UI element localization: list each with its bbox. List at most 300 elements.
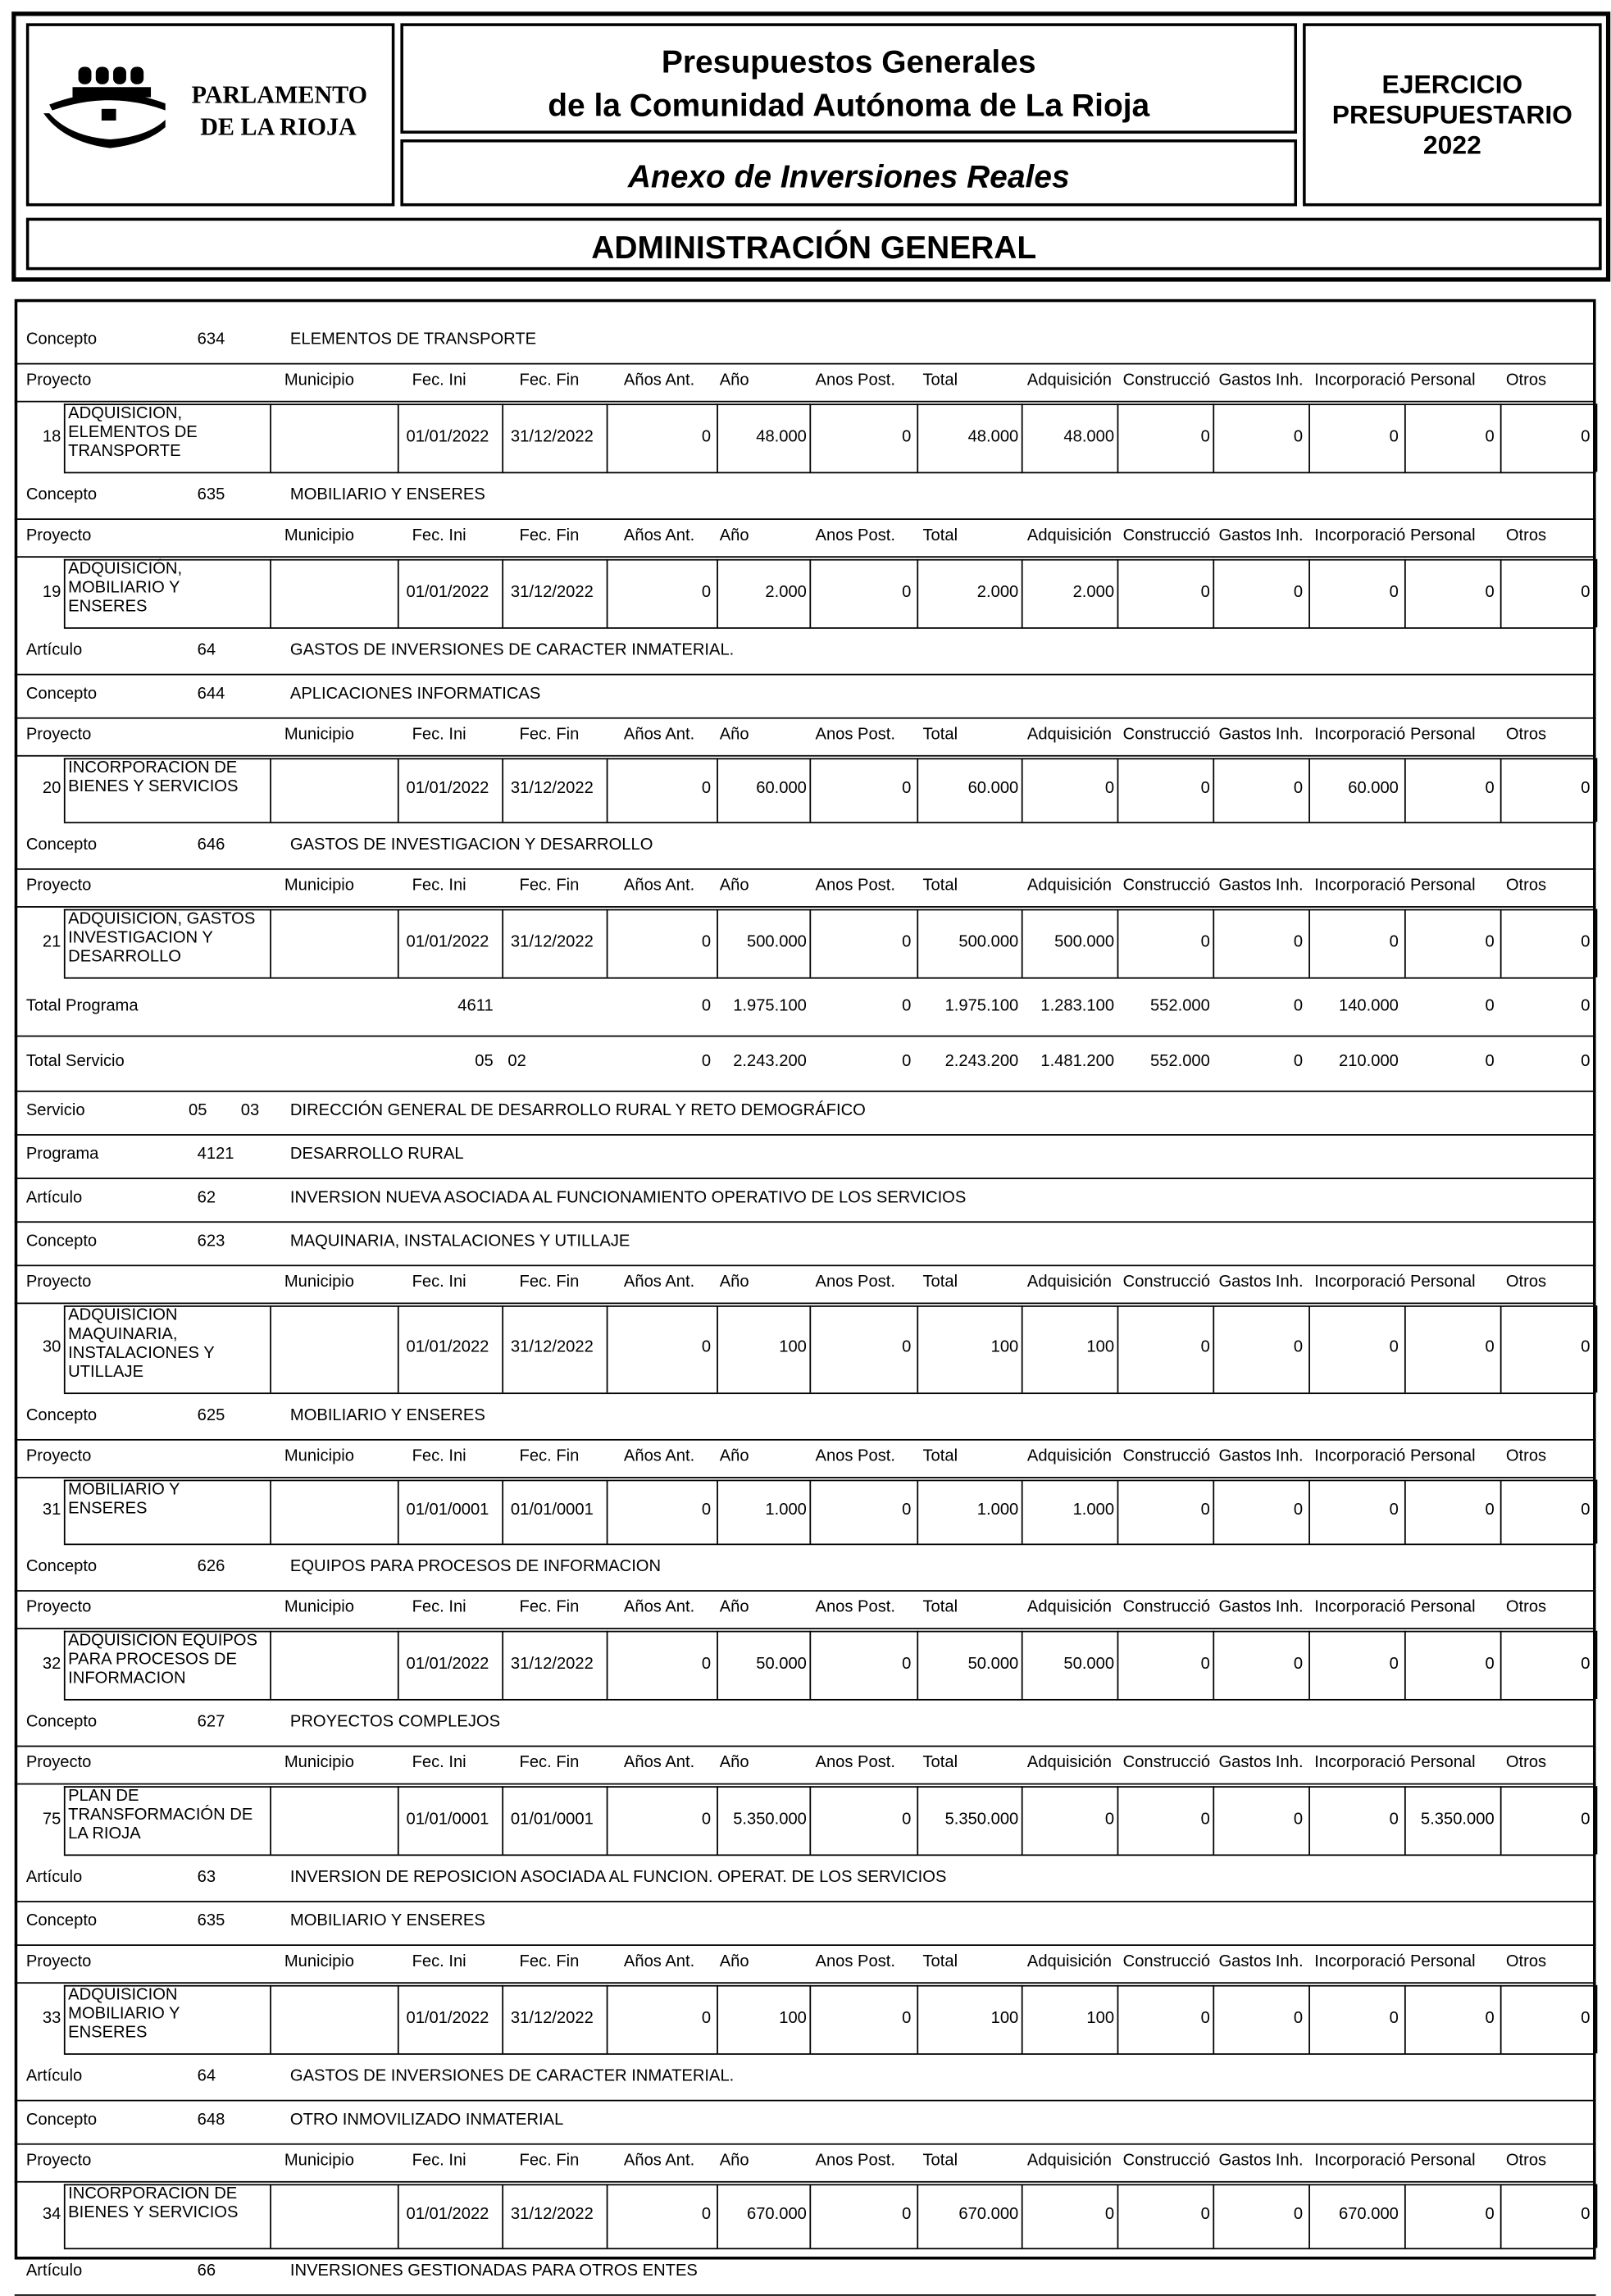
project-value-post: 0 <box>902 1654 912 1673</box>
column-header: Años Ant. <box>623 1754 695 1772</box>
column-header: Municipio <box>284 2152 355 2170</box>
column-header: Gastos Inh. <box>1218 371 1304 390</box>
column-header: Construcció <box>1122 877 1211 895</box>
column-header: Año <box>719 1952 749 1971</box>
project-value-per: 0 <box>1485 1338 1495 1357</box>
row-code: 623 <box>197 1232 225 1250</box>
row-code: 625 <box>197 1407 225 1425</box>
cell-divider <box>398 758 399 822</box>
project-name-line: ADQUISICION EQUIPOS <box>68 1632 257 1650</box>
cell-divider <box>64 909 66 977</box>
project-value-post: 0 <box>902 932 912 951</box>
cell-divider <box>1596 2184 1598 2248</box>
column-header: Total <box>922 1598 958 1617</box>
project-name-line: ENSERES <box>68 598 148 616</box>
total-value-otr: 0 <box>1581 1052 1591 1071</box>
parliament-logo-icon <box>34 55 165 171</box>
row-code: 66 <box>197 2262 216 2280</box>
column-header: Construcció <box>1122 2152 1211 2170</box>
row-divider <box>15 1439 1596 1441</box>
row-divider <box>15 1784 1596 1785</box>
column-header: Proyecto <box>25 526 92 545</box>
column-header: Incorporació <box>1314 1598 1406 1617</box>
total-value-ano: 2.243.200 <box>733 1052 807 1071</box>
column-header: Gastos Inh. <box>1218 1952 1304 1971</box>
project-value-post: 0 <box>902 583 912 601</box>
row-label: Artículo <box>25 1189 83 1207</box>
row-divider <box>15 1944 1596 1946</box>
cell-divider <box>64 1480 66 1544</box>
cell-divider <box>64 1786 66 1854</box>
row-divider <box>15 1036 1596 1037</box>
project-fec-fin: 31/12/2022 <box>510 583 594 601</box>
column-header: Proyecto <box>25 726 92 744</box>
cell-divider <box>502 1631 503 1699</box>
column-header: Otros <box>1505 877 1547 895</box>
total-value-post: 0 <box>902 997 912 1015</box>
project-value-ano: 50.000 <box>756 1654 807 1673</box>
project-value-post: 0 <box>902 2009 912 2027</box>
total-value-adq: 1.283.100 <box>1040 997 1115 1015</box>
project-value-post: 0 <box>902 1338 912 1357</box>
ejercicio-box <box>1303 23 1602 206</box>
row-divider <box>15 718 1596 719</box>
cell-divider <box>270 1480 271 1544</box>
column-header: Adquisición <box>1026 1447 1112 1465</box>
project-fec-ini: 01/01/2022 <box>406 583 489 601</box>
column-header: Total <box>922 371 958 390</box>
project-value-cons: 0 <box>1200 583 1210 601</box>
column-header: Anos Post. <box>815 1598 896 1617</box>
column-header: Construcció <box>1122 1598 1211 1617</box>
project-value-cons: 0 <box>1200 2205 1210 2224</box>
column-header: Año <box>719 2152 749 2170</box>
column-header: Fec. Fin <box>519 877 580 895</box>
row-code: 646 <box>197 836 225 854</box>
project-value-cons: 0 <box>1200 1501 1210 1519</box>
column-header: Incorporació <box>1314 1754 1406 1772</box>
project-value-gas: 0 <box>1293 2009 1304 2027</box>
project-value-adq: 500.000 <box>1054 932 1115 951</box>
cell-divider <box>1596 559 1598 627</box>
project-value-otr: 0 <box>1581 1810 1591 1828</box>
column-header: Proyecto <box>25 2152 92 2170</box>
project-value-cons: 0 <box>1200 932 1210 951</box>
column-header: Fec. Ini <box>412 1754 466 1772</box>
column-header: Municipio <box>284 1952 355 1971</box>
project-value-post: 0 <box>902 1810 912 1828</box>
column-header: Años Ant. <box>623 1598 695 1617</box>
column-header: Municipio <box>284 1754 355 1772</box>
cell-divider <box>398 1305 399 1392</box>
column-header: Año <box>719 877 749 895</box>
project-fec-fin: 31/12/2022 <box>510 1338 594 1357</box>
column-header: Construcció <box>1122 371 1211 390</box>
total-value-total: 2.243.200 <box>944 1052 1019 1071</box>
cell-divider <box>502 1985 503 2053</box>
project-value-adq: 0 <box>1104 779 1115 798</box>
project-number: 30 <box>42 1338 61 1357</box>
row-divider <box>15 401 1596 403</box>
row-code: 635 <box>197 486 225 504</box>
logo-line2: DE LA RIOJA <box>200 113 357 141</box>
column-header: Fec. Fin <box>519 1952 580 1971</box>
project-name-line: LA RIOJA <box>68 1825 141 1843</box>
column-header: Otros <box>1505 726 1547 744</box>
total-value-inc: 140.000 <box>1339 997 1399 1015</box>
row-divider <box>64 822 1596 823</box>
project-value-otr: 0 <box>1581 779 1591 798</box>
column-header: Proyecto <box>25 1447 92 1465</box>
total-value-cons: 552.000 <box>1149 1052 1210 1071</box>
row-code: 62 <box>197 1189 216 1207</box>
cell-divider <box>1596 403 1598 472</box>
column-header: Fec. Fin <box>519 1598 580 1617</box>
column-header: Total <box>922 1273 958 1292</box>
project-value-total: 60.000 <box>967 779 1019 798</box>
cell-divider <box>502 1305 503 1392</box>
column-header: Adquisición <box>1026 2152 1112 2170</box>
total-label: Total Programa <box>25 997 139 1015</box>
cell-divider <box>1596 1305 1598 1392</box>
project-value-inc: 0 <box>1389 1810 1399 1828</box>
column-header: Fec. Ini <box>412 526 466 545</box>
project-value-ano: 60.000 <box>756 779 807 798</box>
project-fec-fin: 01/01/0001 <box>510 1810 594 1828</box>
column-header: Proyecto <box>25 1273 92 1292</box>
project-number: 20 <box>42 779 61 798</box>
column-header: Personal <box>1410 526 1476 545</box>
project-value-otr: 0 <box>1581 427 1591 445</box>
row-description: PROYECTOS COMPLEJOS <box>289 1713 501 1731</box>
project-value-adq: 2.000 <box>1072 583 1115 601</box>
section-title: ADMINISTRACIÓN GENERAL <box>591 229 1037 266</box>
cell-divider <box>270 559 271 627</box>
column-header: Proyecto <box>25 1754 92 1772</box>
cell-divider <box>502 403 503 472</box>
column-header: Total <box>922 1447 958 1465</box>
cell-divider <box>502 559 503 627</box>
project-name-line: ELEMENTOS DE <box>68 424 198 442</box>
row-description: APLICACIONES INFORMATICAS <box>289 685 541 704</box>
title-box <box>400 23 1297 134</box>
total-code: 05 <box>475 1052 494 1071</box>
total-value-ant: 0 <box>701 1052 712 1071</box>
project-value-adq: 48.000 <box>1063 427 1115 445</box>
column-header: Municipio <box>284 1598 355 1617</box>
row-divider <box>15 363 1596 365</box>
subtitle: Anexo de Inversiones Reales <box>627 158 1070 195</box>
row-label: Concepto <box>25 486 98 504</box>
row-description: DIRECCIÓN GENERAL DE DESARROLLO RURAL Y RETO DEMOGRÁFICO <box>289 1102 866 1120</box>
project-value-per: 0 <box>1485 1501 1495 1519</box>
row-divider <box>15 1178 1596 1179</box>
ejercicio-year: 2022 <box>1422 130 1481 160</box>
project-value-inc: 670.000 <box>1339 2205 1399 2224</box>
project-value-per: 0 <box>1485 2205 1495 2224</box>
cell-divider <box>270 1305 271 1392</box>
project-number: 21 <box>42 932 61 951</box>
cell-divider <box>398 559 399 627</box>
total-value-gas: 0 <box>1293 1052 1304 1071</box>
row-description: GASTOS DE INVERSIONES DE CARACTER INMATERIAL. <box>289 2067 735 2086</box>
column-header: Total <box>922 1754 958 1772</box>
row-divider <box>15 1628 1596 1629</box>
row-label: Concepto <box>25 1558 98 1576</box>
project-value-ano: 2.000 <box>765 583 807 601</box>
project-value-adq: 50.000 <box>1063 1654 1115 1673</box>
row-divider <box>64 909 1596 911</box>
column-header: Municipio <box>284 726 355 744</box>
row-code: 4121 <box>197 1146 234 1164</box>
row-divider <box>15 1302 1596 1304</box>
cell-divider <box>64 1985 66 2053</box>
column-header: Anos Post. <box>815 1447 896 1465</box>
row-divider <box>64 1699 1596 1701</box>
project-fec-ini: 01/01/0001 <box>406 1501 489 1519</box>
column-header: Municipio <box>284 877 355 895</box>
column-header: Municipio <box>284 1447 355 1465</box>
row-description: MOBILIARIO Y ENSERES <box>289 1407 485 1425</box>
column-header: Construcció <box>1122 1952 1211 1971</box>
column-header: Años Ant. <box>623 877 695 895</box>
project-fec-fin: 31/12/2022 <box>510 2009 594 2027</box>
column-header: Gastos Inh. <box>1218 877 1304 895</box>
column-header: Gastos Inh. <box>1218 726 1304 744</box>
cell-divider <box>270 758 271 822</box>
column-header: Personal <box>1410 877 1476 895</box>
row-divider <box>15 2181 1596 2183</box>
project-value-post: 0 <box>902 427 912 445</box>
project-name-line: MOBILIARIO Y <box>68 1481 180 1499</box>
project-name-line: ADQUISICION, GASTOS <box>68 910 256 928</box>
project-fec-ini: 01/01/2022 <box>406 779 489 798</box>
column-header: Incorporació <box>1314 1273 1406 1292</box>
total-value-inc: 210.000 <box>1339 1052 1399 1071</box>
column-header: Anos Post. <box>815 1952 896 1971</box>
project-value-total: 48.000 <box>967 427 1019 445</box>
column-header: Anos Post. <box>815 726 896 744</box>
project-value-ant: 0 <box>701 1654 712 1673</box>
cell-divider <box>1596 909 1598 977</box>
column-header: Incorporació <box>1314 2152 1406 2170</box>
row-description: OTRO INMOVILIZADO INMATERIAL <box>289 2111 564 2130</box>
project-value-per: 5.350.000 <box>1420 1810 1495 1828</box>
project-value-inc: 0 <box>1389 1654 1399 1673</box>
project-value-adq: 100 <box>1086 2009 1115 2027</box>
project-name-line: UTILLAJE <box>68 1363 144 1382</box>
row-code: 627 <box>197 1713 225 1731</box>
row-description: MOBILIARIO Y ENSERES <box>289 1912 485 1930</box>
column-header: Incorporació <box>1314 1952 1406 1971</box>
column-header: Total <box>922 877 958 895</box>
total-label: Total Servicio <box>25 1052 125 1071</box>
project-name-line: INFORMACION <box>68 1670 186 1688</box>
project-value-otr: 0 <box>1581 1501 1591 1519</box>
column-header: Construcció <box>1122 1447 1211 1465</box>
column-header: Años Ant. <box>623 526 695 545</box>
logo-line1: PARLAMENTO <box>191 81 368 109</box>
cell-divider <box>1596 1631 1598 1699</box>
row-divider <box>64 403 1596 405</box>
cell-divider <box>502 1480 503 1544</box>
project-value-inc: 0 <box>1389 1338 1399 1357</box>
column-header: Fec. Fin <box>519 1754 580 1772</box>
column-header: Personal <box>1410 1754 1476 1772</box>
row-description: GASTOS DE INVERSIONES DE CARACTER INMATERIAL. <box>289 641 735 659</box>
total-value-ant: 0 <box>701 997 712 1015</box>
column-header: Municipio <box>284 1273 355 1292</box>
column-header: Año <box>719 1754 749 1772</box>
project-number: 18 <box>42 427 61 445</box>
project-name-line: ENSERES <box>68 2024 148 2042</box>
column-header: Construcció <box>1122 1273 1211 1292</box>
row-description: INVERSION NUEVA ASOCIADA AL FUNCIONAMIENTO OPERATIVO DE LOS SERVICIOS <box>289 1189 967 1207</box>
row-divider <box>15 556 1596 558</box>
row-label: Concepto <box>25 685 98 704</box>
column-header: Construcció <box>1122 1754 1211 1772</box>
project-value-cons: 0 <box>1200 779 1210 798</box>
row-divider <box>64 472 1596 474</box>
project-fec-ini: 01/01/2022 <box>406 427 489 445</box>
project-value-adq: 100 <box>1086 1338 1115 1357</box>
total-value-per: 0 <box>1485 997 1495 1015</box>
total-value-gas: 0 <box>1293 997 1304 1015</box>
row-divider <box>15 1221 1596 1223</box>
project-value-ant: 0 <box>701 1338 712 1357</box>
project-name-line: ADQUISICION, <box>68 405 183 423</box>
project-name-line: MOBILIARIO Y <box>68 2005 180 2023</box>
project-value-ano: 1.000 <box>765 1501 807 1519</box>
column-header: Años Ant. <box>623 1447 695 1465</box>
project-value-ant: 0 <box>701 932 712 951</box>
column-header: Fec. Fin <box>519 726 580 744</box>
row-code: 634 <box>197 330 225 349</box>
column-header: Proyecto <box>25 877 92 895</box>
column-header: Años Ant. <box>623 2152 695 2170</box>
project-number: 32 <box>42 1654 61 1673</box>
column-header: Total <box>922 2152 958 2170</box>
row-divider <box>15 1477 1596 1478</box>
column-header: Municipio <box>284 526 355 545</box>
column-header: Proyecto <box>25 1598 92 1617</box>
project-value-gas: 0 <box>1293 427 1304 445</box>
column-header: Total <box>922 1952 958 1971</box>
column-header: Otros <box>1505 1447 1547 1465</box>
title-line2: de la Comunidad Autónoma de La Rioja <box>548 87 1150 124</box>
column-header: Incorporació <box>1314 526 1406 545</box>
row-divider <box>15 868 1596 870</box>
cell-divider <box>64 559 66 627</box>
row-code: 64 <box>197 2067 216 2086</box>
column-header: Gastos Inh. <box>1218 1598 1304 1617</box>
project-value-gas: 0 <box>1293 779 1304 798</box>
row-divider <box>15 1134 1596 1136</box>
column-header: Año <box>719 1273 749 1292</box>
project-value-ant: 0 <box>701 427 712 445</box>
total-value-ano: 1.975.100 <box>733 997 807 1015</box>
project-value-otr: 0 <box>1581 1338 1591 1357</box>
cell-divider <box>502 1786 503 1854</box>
project-fec-ini: 01/01/2022 <box>406 2009 489 2027</box>
total-code: 4611 <box>457 997 494 1015</box>
column-header: Construcció <box>1122 526 1211 545</box>
row-label: Artículo <box>25 641 83 659</box>
cell-divider <box>64 1631 66 1699</box>
cell-divider <box>398 1786 399 1854</box>
project-name-line: ADQUISICION <box>68 1986 178 2004</box>
cell-divider <box>64 1305 66 1392</box>
row-description: ELEMENTOS DE TRANSPORTE <box>289 330 537 349</box>
row-divider <box>15 2100 1596 2102</box>
title-line1: Presupuestos Generales <box>661 43 1036 80</box>
cell-divider <box>398 1480 399 1544</box>
column-header: Construcció <box>1122 726 1211 744</box>
cell-divider <box>270 1786 271 1854</box>
column-header: Anos Post. <box>815 526 896 545</box>
row-label: Artículo <box>25 1869 83 1887</box>
column-header: Adquisición <box>1026 1273 1112 1292</box>
column-header: Personal <box>1410 726 1476 744</box>
cell-divider <box>398 403 399 472</box>
row-label: Programa <box>25 1146 99 1164</box>
column-header: Anos Post. <box>815 371 896 390</box>
column-header: Fec. Ini <box>412 1952 466 1971</box>
row-divider <box>64 2053 1596 2055</box>
row-divider <box>64 1480 1596 1482</box>
row-divider <box>64 1854 1596 1856</box>
project-fec-ini: 01/01/2022 <box>406 2205 489 2224</box>
project-number: 34 <box>42 2205 61 2224</box>
project-name-line: INVESTIGACION Y <box>68 929 213 947</box>
column-header: Gastos Inh. <box>1218 1754 1304 1772</box>
project-name-line: ADQUISICIÓN, <box>68 560 183 578</box>
row-label: Concepto <box>25 1713 98 1731</box>
project-value-ant: 0 <box>701 1810 712 1828</box>
column-header: Total <box>922 526 958 545</box>
cell-divider <box>398 1985 399 2053</box>
column-header: Incorporació <box>1314 371 1406 390</box>
row-divider <box>15 2143 1596 2145</box>
project-name-line: PARA PROCESOS DE <box>68 1651 237 1669</box>
row-divider <box>15 1982 1596 1984</box>
column-header: Otros <box>1505 371 1547 390</box>
column-header: Personal <box>1410 1598 1476 1617</box>
row-divider <box>15 906 1596 908</box>
project-fec-ini: 01/01/2022 <box>406 932 489 951</box>
column-header: Anos Post. <box>815 877 896 895</box>
project-value-per: 0 <box>1485 1654 1495 1673</box>
column-header: Gastos Inh. <box>1218 1273 1304 1292</box>
project-value-otr: 0 <box>1581 1654 1591 1673</box>
project-value-cons: 0 <box>1200 1338 1210 1357</box>
row-divider <box>15 1091 1596 1092</box>
row-divider <box>64 1985 1596 1987</box>
project-value-inc: 0 <box>1389 932 1399 951</box>
project-value-total: 5.350.000 <box>944 1810 1019 1828</box>
row-code: 644 <box>197 685 225 704</box>
project-value-adq: 0 <box>1104 1810 1115 1828</box>
row-divider <box>15 1264 1596 1266</box>
column-header: Otros <box>1505 1273 1547 1292</box>
project-number: 31 <box>42 1501 61 1519</box>
project-value-gas: 0 <box>1293 2205 1304 2224</box>
column-header: Adquisición <box>1026 526 1112 545</box>
cell-divider <box>270 909 271 977</box>
project-value-ano: 100 <box>779 2009 807 2027</box>
column-header: Año <box>719 526 749 545</box>
project-value-total: 100 <box>990 2009 1019 2027</box>
